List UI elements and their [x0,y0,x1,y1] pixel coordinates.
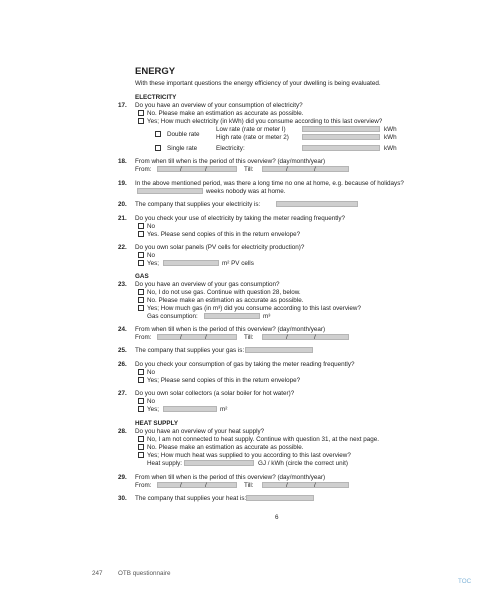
question-text: Do you have an overview of your heat supply? [135,428,265,435]
checkbox-no[interactable] [138,252,144,258]
option-label: No, I am not connected to heat supply. Continue with question 31, at the next page. [147,436,379,443]
unit-label: m³ [263,313,271,320]
option-label: Yes; Please send copies of this in the return envelope? [147,377,301,384]
footer-title: OTB questionnaire [118,570,171,577]
field-label: Till: [244,334,254,341]
checkbox-yes[interactable] [138,305,144,311]
weeks-input[interactable] [137,188,203,194]
till-date-input[interactable] [262,334,349,340]
unit-label: GJ / kWh (circle the correct unit) [258,460,348,467]
date-separator: / [205,166,207,173]
solar-collector-area-input[interactable] [163,406,217,412]
field-label: Till: [244,482,254,489]
option-label: Yes; [147,406,160,413]
from-date-input[interactable] [157,482,237,488]
question-text: In the above mentioned period, was there a long time no one at home, e.g. because of holidays? [135,180,404,187]
field-label: High rate (rate or meter 2) [216,134,289,141]
option-label: Single rate [167,145,198,152]
question-text: Do you own solar panels (PV cells for electricity production)? [135,244,305,251]
checkbox-yes[interactable] [138,406,144,412]
footer-page-number: 247 [92,570,103,577]
question-number: 26. [118,361,127,368]
question-text: The company that supplies your heat is: [135,495,247,502]
checkbox-yes[interactable] [138,377,144,383]
question-text: Do you own solar collectors (a solar boiler for hot water)? [135,390,295,397]
option-label: No. Please make an estimation as accurate as possible. [147,110,304,117]
checkbox-yes[interactable] [138,118,144,124]
question-number: 23. [118,281,127,288]
question-text: Do you have an overview of your consumption of electricity? [135,102,303,109]
checkbox-no[interactable] [138,369,144,375]
option-label: Yes; How much electricity (in kWh) did you consume according to this last overview? [147,118,383,125]
option-label: No. Please make an estimation as accurate as possible. [147,297,304,304]
electricity-company-input[interactable] [276,201,358,207]
field-label: Till: [244,166,254,173]
question-number: 24. [118,326,127,333]
option-label: No [147,223,156,230]
unit-label: kWh [384,126,397,133]
option-label: No [147,369,156,376]
field-label: Low rate (rate or meter I) [216,126,286,133]
option-label: Double rate [167,131,200,138]
date-separator: / [314,166,316,173]
high-rate-input[interactable] [302,134,380,140]
date-separator: / [314,482,316,489]
till-date-input[interactable] [262,166,349,172]
question-number: 25. [118,347,127,354]
checkbox-no[interactable] [138,444,144,450]
question-number: 20. [118,201,127,208]
section-title-heat-supply: HEAT SUPPLY [135,420,179,427]
field-label: From: [135,334,152,341]
option-label: No [147,398,156,405]
question-number: 28. [118,428,127,435]
intro-text: With these important questions the energy efficiency of your dwelling is being evaluated. [135,80,381,87]
checkbox-no[interactable] [138,223,144,229]
date-separator: / [314,334,316,341]
checkbox-no[interactable] [138,398,144,404]
date-separator: / [205,334,207,341]
from-date-input[interactable] [157,334,237,340]
checkbox-single-rate[interactable] [155,145,161,151]
toc-link[interactable]: TOC [458,578,472,585]
option-label: Yes; How much heat was supplied to you according to this last overview? [147,452,351,459]
field-suffix: m² PV cells [222,260,254,267]
question-text: Do you have an overview of your gas consumption? [135,281,280,288]
heat-supply-input[interactable] [184,460,254,466]
option-label: No [147,252,156,259]
field-label: Gas consumption: [147,313,198,320]
date-separator: / [180,166,182,173]
checkbox-no[interactable] [138,297,144,303]
question-number: 27. [118,390,127,397]
low-rate-input[interactable] [302,126,380,132]
question-text: From when till when is the period of this overview? (day/month/year) [135,474,326,481]
option-label: No, I do not use gas. Continue with question 28, below. [147,289,301,296]
question-number: 30. [118,495,127,502]
checkbox-double-rate[interactable] [155,131,161,137]
date-separator: / [180,482,182,489]
gas-consumption-input[interactable] [204,313,260,319]
question-number: 21. [118,215,127,222]
field-label: From: [135,166,152,173]
date-separator: / [205,482,207,489]
unit-label: m² [220,406,228,413]
field-label: From: [135,482,152,489]
checkbox-yes[interactable] [138,231,144,237]
date-separator: / [286,482,288,489]
question-number: 18. [118,158,127,165]
checkbox-no[interactable] [138,110,144,116]
checkbox-not-connected[interactable] [138,436,144,442]
question-number: 29. [118,474,127,481]
from-date-input[interactable] [157,166,237,172]
question-text: Do you check your consumption of gas by taking the meter reading frequently? [135,361,355,368]
question-text: From when till when is the period of this overview? (day/month/year) [135,158,326,165]
option-label: Yes. Please send copies of this in the return envelope? [147,231,301,238]
page-number: 6 [275,514,279,521]
section-title-electricity: ELECTRICITY [135,94,177,101]
unit-label: kWh [384,145,397,152]
option-label: Yes; How much gas (in m³) did you consume according to this last overview? [147,305,361,312]
till-date-input[interactable] [262,482,349,488]
heat-company-input[interactable] [246,495,314,501]
question-number: 17. [118,102,127,109]
field-suffix: weeks nobody was at home. [206,188,286,195]
question-text: The company that supplies your electricity is: [135,201,261,208]
date-separator: / [180,334,182,341]
checkbox-no-gas[interactable] [138,289,144,295]
field-label: Electricity: [216,145,245,152]
field-label: Heat supply: [147,460,183,467]
unit-label: kWh [384,134,397,141]
page-title: ENERGY [135,66,176,77]
option-label: No. Please make an estimation as accurate as possible. [147,444,304,451]
question-text: The company that supplies your gas is: [135,347,245,354]
question-text: Do you check your use of electricity by taking the meter reading frequently? [135,215,346,222]
electricity-input[interactable] [302,145,380,151]
question-number: 19. [118,180,127,187]
checkbox-yes[interactable] [138,452,144,458]
option-label: Yes; [147,260,160,267]
date-separator: / [286,334,288,341]
gas-company-input[interactable] [245,347,313,353]
date-separator: / [286,166,288,173]
question-number: 22. [118,244,127,251]
section-title-gas: GAS [135,273,149,280]
pv-area-input[interactable] [163,260,219,266]
question-text: From when till when is the period of this overview? (day/month/year) [135,326,326,333]
checkbox-yes[interactable] [138,260,144,266]
